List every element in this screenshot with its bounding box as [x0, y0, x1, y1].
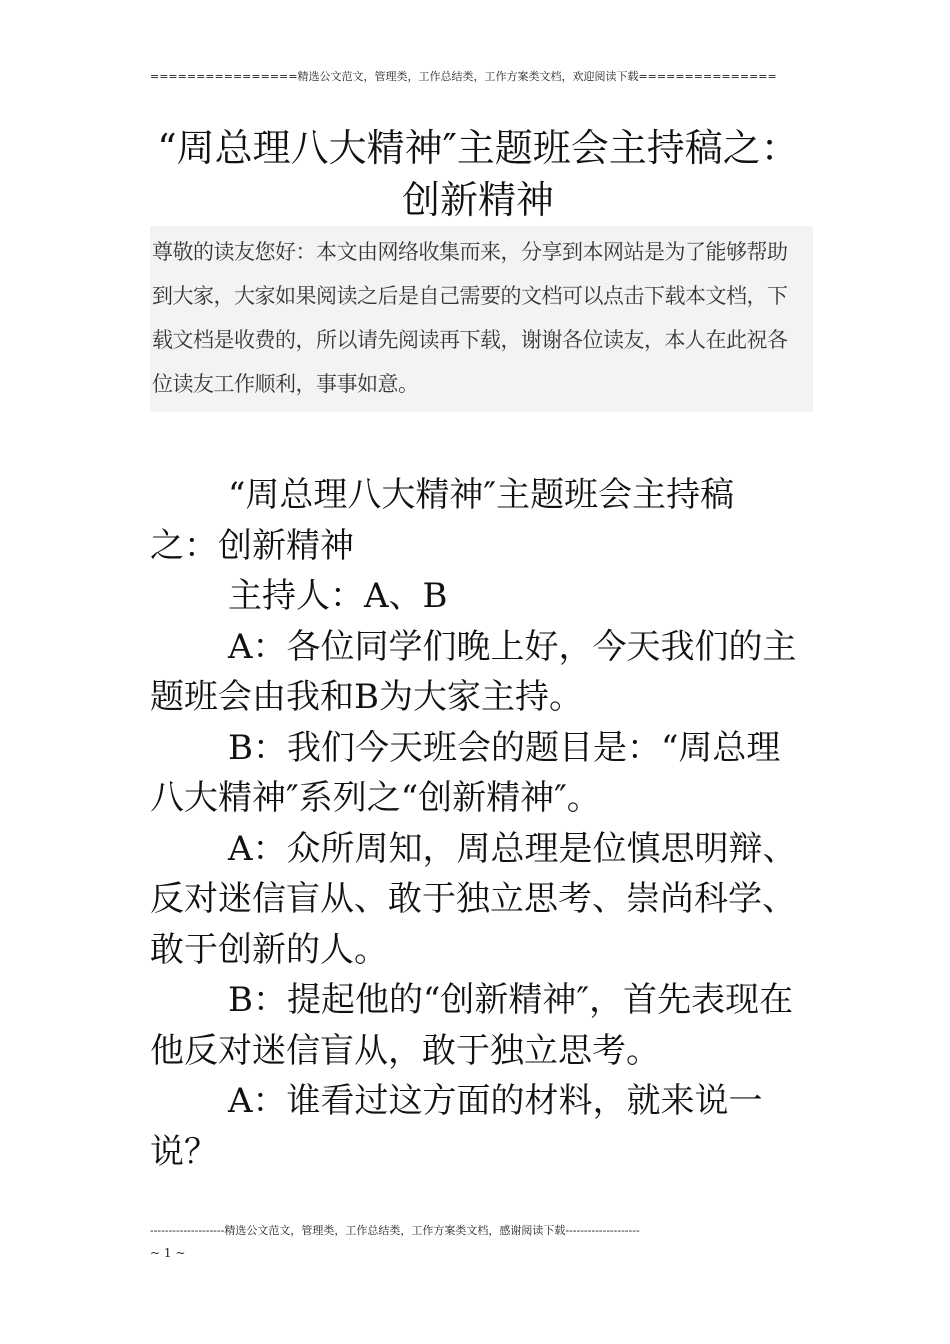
document-body [150, 470, 798, 1177]
header-banner: ================精选公文范文，管理类，工作总结类，工作方案类文档，欢迎阅读下载=============== [150, 70, 777, 83]
body-paragraph: “周总理八大精神″主题班会主持稿之：创新精神 [150, 475, 735, 566]
body-paragraph: A：各位同学们晚上好，今天我们的主题班会由我和B为大家主持。 [150, 626, 797, 717]
body-paragraph: A：众所周知，周总理是位慎思明辩、反对迷信盲从、敢于独立思考、崇尚科学、敢于创新的人。 [150, 828, 797, 970]
body-paragraph: B：提起他的“创新精神″，首先表现在他反对迷信盲从，敢于独立思考。 [150, 980, 794, 1071]
page-number: ~ 1 ~ [150, 1246, 186, 1260]
body-paragraph: 主持人：A、B [228, 576, 448, 616]
body-paragraph: A：谁看过这方面的材料，就来说一说？ [150, 1081, 763, 1172]
reader-notice: 尊敬的读友您好：本文由网络收集而来，分享到本网站是为了能够帮助到大家，大家如果阅读之后是自己需要的文档可以点击下载本文档，下载文档是收费的，所以请先阅读再下载，谢谢各位读友，本人在此祝各位读友工作顺利，事事如意。 [150, 226, 813, 412]
footer-banner: --------------------精选公文范文，管理类，工作总结类，工作方案类文档，感谢阅读下载-------------------- [150, 1224, 640, 1237]
body-paragraph: B：我们今天班会的题目是：“周总理八大精神″系列之“创新精神″。 [150, 727, 781, 818]
document-title: “周总理八大精神″主题班会主持稿之：创新精神 [157, 126, 799, 222]
